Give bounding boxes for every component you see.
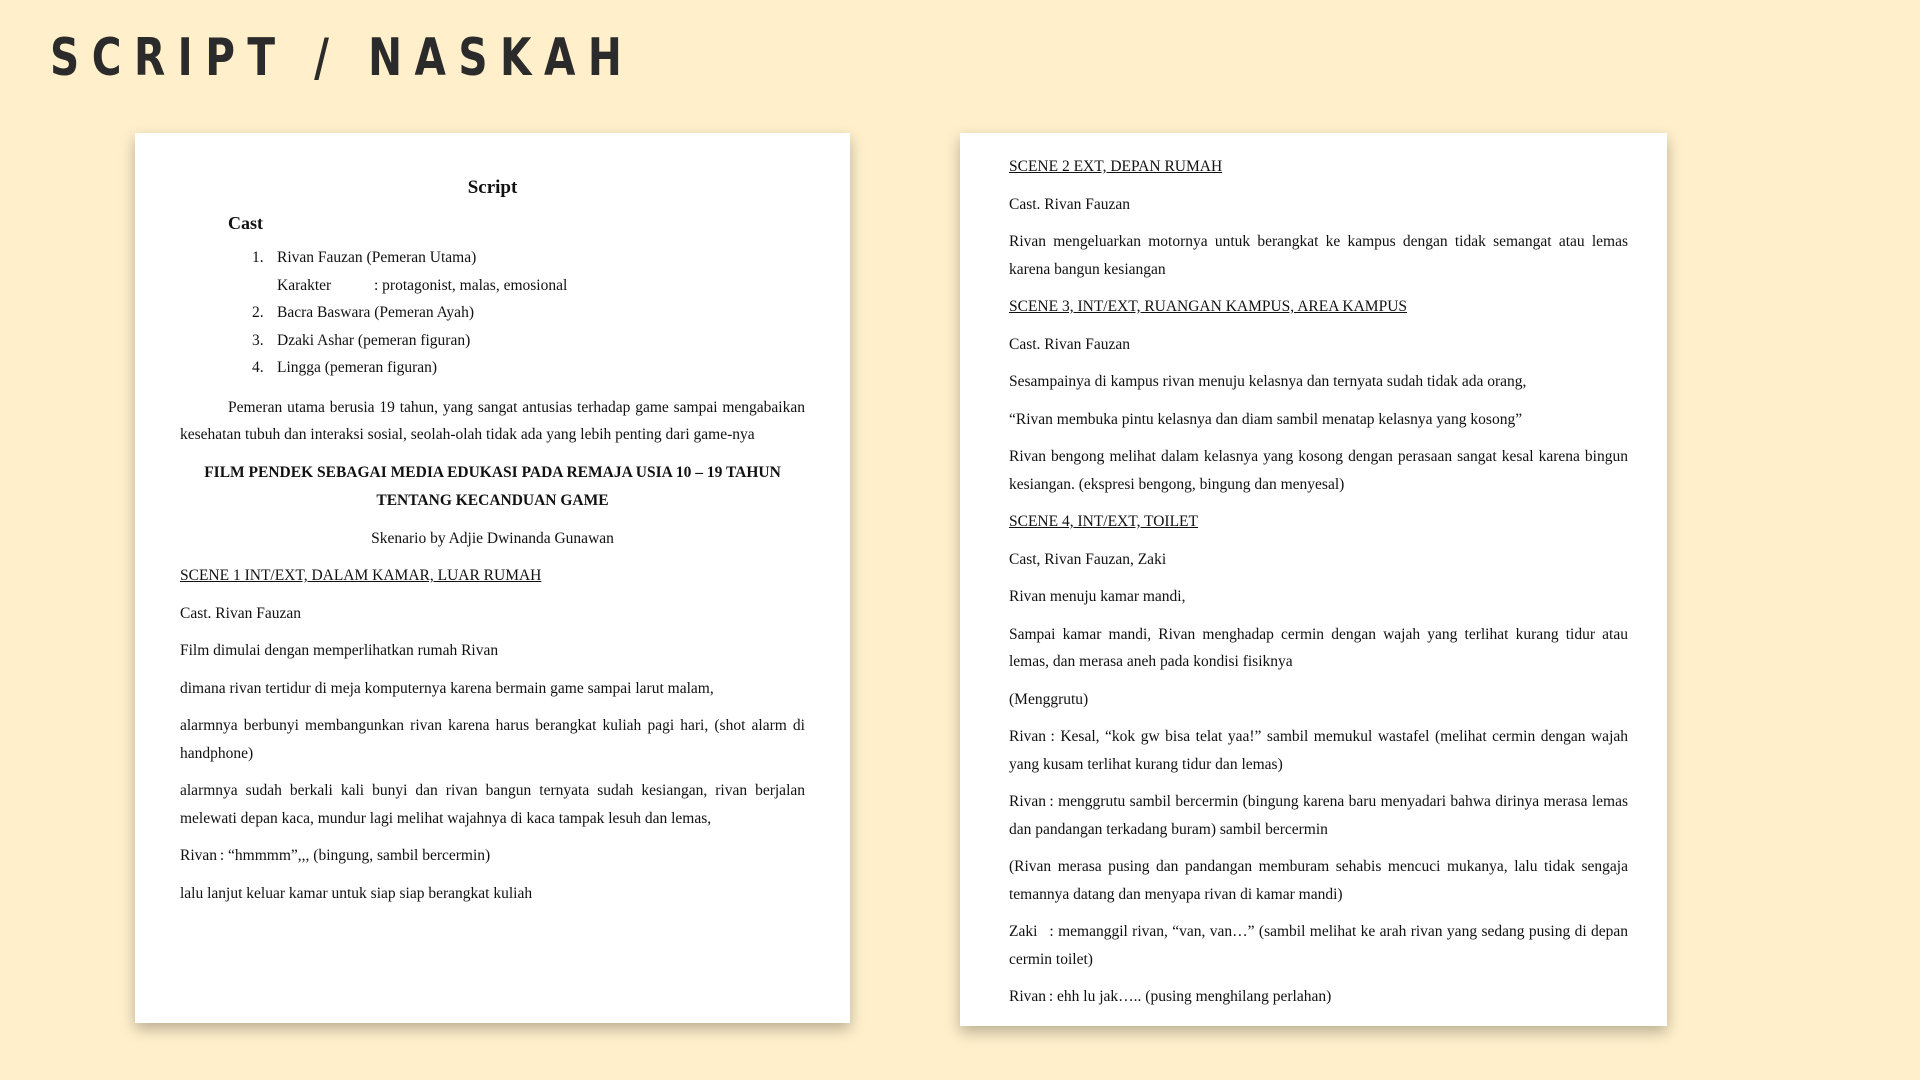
- cast-text: Dzaki Ashar (pemeran figuran): [277, 331, 471, 349]
- script-paragraph: Rivan bengong melihat dalam kelasnya yang kosong dengan perasaan sangat kesal karena bingun kesiangan. (ekspresi bengong, bingung dan menyesal): [1009, 448, 1628, 493]
- speaker-name: Rivan: [1009, 728, 1047, 745]
- speaker-name: Rivan: [1009, 793, 1047, 810]
- script-paragraph: lalu lanjut keluar kamar untuk siap siap berangkat kuliah: [180, 884, 533, 902]
- dialogue-text: : “hmmmm”,,, (bingung, sambil bercermin): [219, 847, 491, 864]
- scene-cast: Cast. Rivan Fauzan: [180, 604, 301, 622]
- cast-item: [180, 327, 805, 355]
- scene-heading: SCENE 3, INT/EXT, RUANGAN KAMPUS, AREA KAMPUS: [1009, 298, 1408, 315]
- scene-heading: SCENE 1 INT/EXT, DALAM KAMAR, LUAR RUMAH: [180, 567, 542, 584]
- scene-heading: SCENE 2 EXT, DEPAN RUMAH: [1009, 158, 1223, 175]
- script-paragraph: alarmnya berbunyi membangunkan rivan karena harus berangkat kuliah pagi hari, (shot alarm di handphone): [180, 717, 805, 762]
- cast-number: 1.: [252, 249, 264, 266]
- dialogue-line: [1009, 918, 1628, 973]
- cast-item: [180, 299, 805, 327]
- cast-item-karakter: [180, 272, 805, 300]
- script-paragraph: Film dimulai dengan memperlihatkan rumah Rivan: [180, 642, 499, 659]
- scene-heading: SCENE 4, INT/EXT, TOILET: [1009, 513, 1198, 530]
- scene-cast: Cast. Rivan Fauzan: [1009, 195, 1130, 213]
- cast-text: Bacra Baswara (Pemeran Ayah): [277, 304, 474, 321]
- dialogue-text: : ehh lu jak….. (pusing menghilang perlahan): [1048, 988, 1332, 1005]
- script-paragraph: Rivan mengeluarkan motornya untuk berangkat ke kampus dengan tidak semangat atau lemas karena bangun kesiangan: [1009, 233, 1628, 278]
- cast-text: Lingga (pemeran figuran): [277, 359, 438, 376]
- script-paragraph: Sampai kamar mandi, Rivan menghadap cermin dengan wajah yang terlihat kurang tidur atau lemas, dan merasa aneh pada kondisi fisiknya: [1009, 625, 1628, 670]
- cast-heading: Cast: [228, 213, 263, 233]
- intro-paragraph: Pemeran utama berusia 19 tahun, yang sangat antusias terhadap game sampai mengabaikan kesehatan tubuh dan interaksi sosial, seolah-olah tidak ada yang lebih penting dari game-nya: [180, 398, 805, 443]
- cast-item: [180, 354, 805, 382]
- slide-title: SCRIPT / NASKAH: [50, 28, 635, 88]
- script-paragraph: (Menggrutu): [1009, 690, 1089, 708]
- doc-title: Script: [467, 177, 518, 198]
- script-page-left: [135, 133, 850, 1023]
- dialogue-text: : Kesal, “kok gw bisa telat yaa!” sambil memukul wastafel (melihat cermin dengan wajah yang kusam terlihat kurang tidur dan lemas): [1009, 728, 1629, 773]
- cast-item: [180, 244, 805, 272]
- dialogue-line: [1009, 723, 1628, 778]
- cast-list: [180, 244, 805, 382]
- script-paragraph: Rivan menuju kamar mandi,: [1009, 588, 1186, 605]
- script-paragraph: “Rivan membuka pintu kelasnya dan diam sambil menatap kelasnya yang kosong”: [1009, 410, 1523, 428]
- cast-text: Rivan Fauzan (Pemeran Utama): [277, 249, 477, 266]
- script-page-right: [960, 133, 1667, 1026]
- script-paragraph: dimana rivan tertidur di meja komputernya karena bermain game sampai larut malam,: [180, 679, 714, 697]
- film-title: FILM PENDEK SEBAGAI MEDIA EDUKASI PADA REMAJA USIA 10 – 19 TAHUN TENTANG KECANDUAN GAME: [204, 463, 781, 509]
- scene-cast: Cast. Rivan Fauzan: [1009, 335, 1130, 353]
- karakter-label: Karakter: [277, 276, 332, 294]
- speaker-name: Rivan: [1009, 988, 1047, 1005]
- dialogue-text: : menggrutu sambil bercermin (bingung karena baru menyadari bahwa dirinya merasa lemas dan pandangan terkadang buram) sambil bercermin: [1009, 793, 1628, 838]
- dialogue-line: [1009, 983, 1628, 1011]
- cast-text: : protagonist, malas, emosional: [374, 276, 568, 294]
- scene-cast: Cast, Rivan Fauzan, Zaki: [1009, 550, 1167, 568]
- dialogue-text: : memanggil rivan, “van, van…” (sambil melihat ke arah rivan yang sedang pusing di depan cermin toilet): [1009, 923, 1629, 968]
- cast-number: 2.: [252, 304, 264, 321]
- speaker-name: Zaki: [1009, 923, 1038, 940]
- script-paragraph: alarmnya sudah berkali kali bunyi dan rivan bangun ternyata sudah kesiangan, rivan berjalan melewati depan kaca, mundur lagi melihat wajahnya di kaca tampak lesuh dan lemas,: [180, 782, 805, 827]
- cast-number: 4.: [252, 359, 264, 376]
- dialogue-line: [180, 842, 805, 870]
- byline: Skenario by Adjie Dwinanda Gunawan: [371, 529, 614, 547]
- dialogue-line: [1009, 788, 1628, 843]
- cast-number: 3.: [252, 331, 264, 349]
- script-paragraph: Sesampainya di kampus rivan menuju kelasnya dan ternyata sudah tidak ada orang,: [1009, 373, 1527, 390]
- script-paragraph: (Rivan merasa pusing dan pandangan memburam sehabis mencuci mukanya, lalu tidak sengaja temannya datang dan menyapa rivan di kamar mandi): [1009, 858, 1628, 903]
- speaker-name: Rivan: [180, 847, 218, 864]
